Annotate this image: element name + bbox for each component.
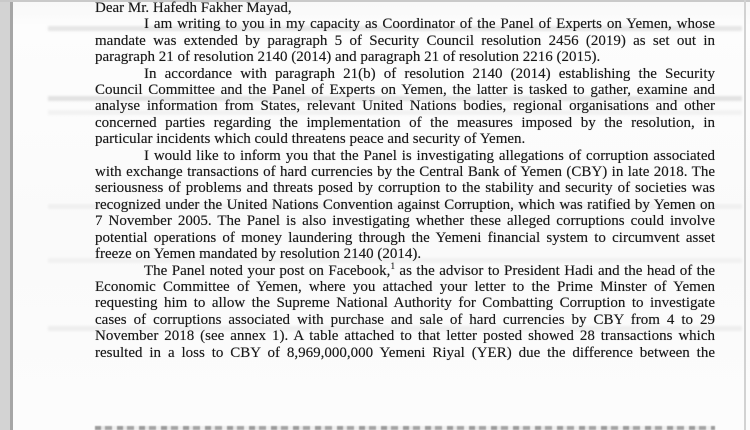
- paragraph-panel-tasks: In accordance with paragraph 21(b) of resolution 2140 (2014) establishing the Security Council Committee and the Panel of Experts on Yemen, the latter is tasked to gather, examine and analyse information from States, relevant United Nations bodies, regional organisations and other concerned parties regarding the implementation of the measures imposed by the resolution, in particular incidents which could threatens peace and security of Yemen.: [95, 65, 715, 148]
- page-left-edge-strip: [0, 0, 10, 430]
- paragraph-corruption-investigation: I would like to inform you that the Panel is investigating allegations of corruption associated with exchange transactions of hard currencies by the Central Bank of Yemen (CBY) in late 2018. The seriousness of problems and threats posed by corruption to the stability and security of societies was recognized under the United Nations Convention against Corruption, which was ratified by Yemen on 7 November 2005. The Panel is also investigating whether these alleged corruptions could involve potential operations of money laundering through the Yemeni financial system to circumvent asset freeze on Yemen mandated by resolution 2140 (2014).: [95, 147, 715, 263]
- footnote-marker-1: 1: [390, 260, 395, 271]
- page-right-edge-line: [744, 0, 746, 430]
- paragraph-coordinator-mandate: I am writing to you in my capacity as Coordinator of the Panel of Experts on Yemen, whose mandate was extended by paragraph 5 of Security Council resolution 2456 (2019) as set out in paragraph 21 of resolution 2140 (2014) and paragraph 21 of resolution 2216 (2015).: [95, 16, 715, 66]
- paragraph-facebook-post-continued: as the advisor to President Hadi and the head of the Economic Committee of Yemen, where you attached your letter to the Prime Minster of Yemen requesting him to allow the Supreme National Authority for Combatting Corruption to investigate cases of corruptions associated with purchase and sale of hard currencies by CBY from 4 to 29 November 2018 (see annex 1). A table attached to that letter posted showed 28 transactions which resulted in a loss to CBY of 8,969,000,000 Yemeni Riyal (YER) due the difference between the: [95, 262, 715, 361]
- salutation: Dear Mr. Hafedh Fakher Mayad,: [95, 0, 292, 16]
- cut-off-next-text-line: [95, 426, 715, 430]
- page-left-edge-line: [10, 0, 13, 430]
- letter-body: [95, 0, 715, 361]
- paragraph-facebook-post-text: The Panel noted your post on Facebook,: [144, 262, 391, 279]
- paragraph-facebook-post: [95, 260, 715, 361]
